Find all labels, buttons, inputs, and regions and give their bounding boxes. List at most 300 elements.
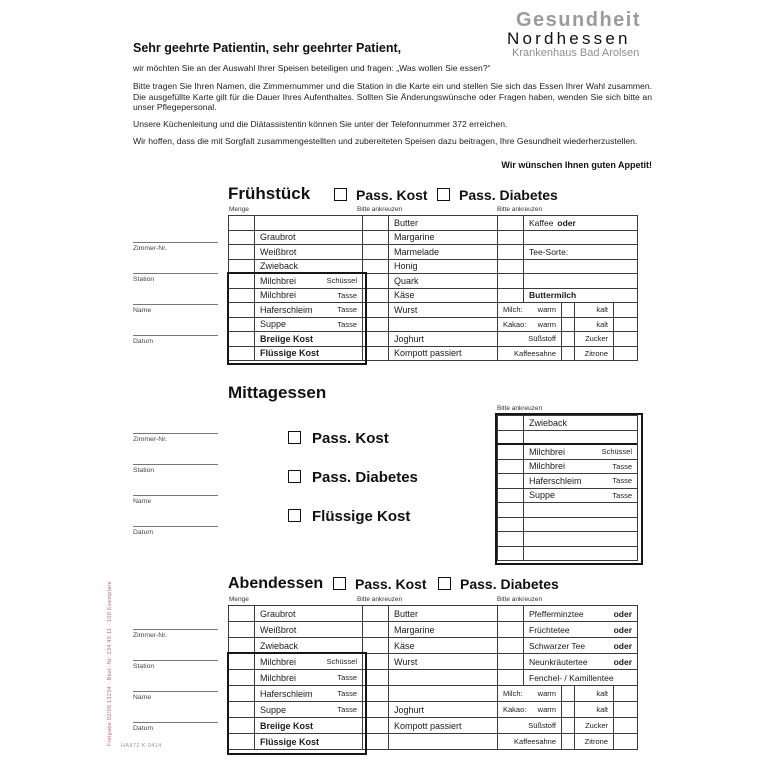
field-label: Name [133, 307, 152, 314]
item-cell [524, 503, 638, 518]
mittagessen-field-datum [133, 526, 218, 544]
option-cell [524, 654, 638, 670]
checkbox-cell[interactable] [614, 718, 638, 734]
table-row [229, 686, 638, 702]
item-cell [389, 231, 498, 246]
pair-label: kalt [596, 305, 608, 315]
portion-label: Tasse [337, 305, 357, 315]
checkbox-cell[interactable] [363, 216, 389, 231]
mittagessen-field-name [133, 495, 218, 513]
pair-label: Zucker [585, 721, 608, 730]
checkbox-cell[interactable] [363, 245, 389, 260]
field-label: Datum [133, 529, 154, 536]
oder-label: oder [613, 656, 632, 667]
pair-label: Milch: [503, 689, 523, 698]
item-cell [524, 445, 638, 460]
item-cell [255, 638, 363, 654]
item-label: Margarine [394, 232, 435, 243]
checkbox-cell[interactable] [614, 303, 638, 318]
menge-cell[interactable] [229, 670, 255, 686]
item-cell [255, 303, 363, 318]
menge-cell[interactable] [229, 606, 255, 622]
table-row [229, 718, 638, 734]
item-label: Kompott passiert [394, 348, 462, 359]
print-code-vertical: Freigabe 02/08 13234 · Best.-Nr. 134 49 11 · 100 Exemplare [107, 581, 113, 746]
option-cell [524, 289, 638, 304]
pair-label: warm [537, 705, 556, 714]
item-label: Milchbrei [260, 656, 297, 667]
intro-paragraph-2: Bitte tragen Sie Ihren Namen, die Zimmernummer und die Station in die Karte ein und stellen Sie sich das Essen Ihrer Wahl zusammen. Die ausgefüllte Karte gilt für die Dauer Ihres Aufenthaltes. Sollten Sie Änderungswünsche oder Fragen haben, wenden Sie sich bitte an unser Pflegepersonal. [133, 81, 652, 113]
pair-label-cell [498, 318, 562, 333]
table-row [229, 245, 638, 260]
option-cell [524, 260, 638, 275]
fruehstueck-table [228, 215, 638, 361]
item-cell [255, 734, 363, 750]
item-cell [389, 216, 498, 231]
menge-cell[interactable] [229, 231, 255, 246]
checkbox-cell[interactable] [363, 289, 389, 304]
checkbox-cell[interactable] [363, 303, 389, 318]
checkbox-cell[interactable] [498, 622, 524, 638]
field-label: Zimmer-Nr. [133, 632, 167, 639]
checkbox-cell[interactable] [498, 670, 524, 686]
item-label: Flüssige Kost [260, 736, 320, 747]
fruehstueck-pass-diabetes-label: Pass. Diabetes [459, 187, 558, 203]
fruehstueck-field-name [133, 304, 218, 322]
abendessen-table [228, 605, 638, 750]
ankreuzen-label-f1: Bitte ankreuzen [357, 206, 403, 213]
pair-label: Kaffeesahne [514, 348, 556, 358]
item-cell [255, 622, 363, 638]
checkbox-cell[interactable] [498, 245, 524, 260]
item-cell [255, 670, 363, 686]
table-row [229, 274, 638, 289]
pair-label-cell [575, 734, 614, 750]
checkbox-cell[interactable] [498, 638, 524, 654]
item-cell [389, 734, 498, 750]
checkbox-cell[interactable] [498, 532, 524, 547]
pair-label: Süßstoff [528, 721, 556, 730]
abendessen-field-zimmernr [133, 629, 218, 647]
checkbox-cell[interactable] [498, 518, 524, 533]
checkbox-cell[interactable] [614, 318, 638, 333]
menge-cell[interactable] [229, 734, 255, 750]
portion-label: Tasse [337, 673, 357, 682]
pair-label-cell [575, 686, 614, 702]
menge-label-fruehstueck: Menge [229, 206, 249, 213]
checkbox-cell[interactable] [363, 332, 389, 347]
pair-label-cell [498, 702, 562, 718]
fill-in-line[interactable] [133, 495, 218, 496]
item-label: Wurst [394, 304, 418, 315]
checkbox-cell[interactable] [498, 431, 524, 446]
checkbox-cell[interactable] [498, 416, 524, 431]
pair-label-cell [575, 347, 614, 362]
menge-cell[interactable] [229, 347, 255, 362]
checkbox-cell[interactable] [363, 274, 389, 289]
item-label: Haferschleim [529, 475, 582, 486]
item-cell [389, 332, 498, 347]
field-label: Datum [133, 725, 154, 732]
section-title-fruehstueck: Frühstück [228, 184, 311, 203]
item-cell [389, 654, 498, 670]
item-label: Suppe [260, 704, 287, 715]
checkbox-cell[interactable] [363, 702, 389, 718]
item-cell [255, 654, 363, 670]
pair-label: warm [537, 305, 556, 315]
portion-label: Tasse [337, 290, 357, 300]
field-label: Zimmer-Nr. [133, 436, 167, 443]
mittagessen-pass-diabetes-checkbox[interactable] [288, 470, 301, 483]
menge-cell[interactable] [229, 686, 255, 702]
table-row [229, 734, 638, 750]
table-row [229, 670, 638, 686]
checkbox-cell[interactable] [498, 289, 524, 304]
checkbox-cell[interactable] [498, 547, 524, 562]
table-row [229, 622, 638, 638]
table-row [229, 260, 638, 275]
item-cell [255, 245, 363, 260]
menge-cell[interactable] [229, 245, 255, 260]
item-label: Breiige Kost [260, 333, 314, 344]
fill-in-line[interactable] [133, 526, 218, 527]
item-label: Suppe [260, 319, 287, 330]
item-label: Haferschleim [260, 304, 313, 315]
checkbox-cell[interactable] [498, 474, 524, 489]
checkbox-cell[interactable] [498, 503, 524, 518]
checkbox-cell[interactable] [498, 654, 524, 670]
logo-gesundheit: Gesundheit [516, 9, 642, 31]
abendessen-field-datum [133, 722, 218, 740]
mittagessen-fluessige-kost-checkbox[interactable] [288, 509, 301, 522]
fruehstueck-pass-diabetes-checkbox[interactable] [437, 188, 450, 201]
table-row [229, 638, 638, 654]
checkbox-cell[interactable] [363, 686, 389, 702]
pair-label: Kakao: [503, 319, 527, 329]
item-cell [255, 274, 363, 289]
item-cell [389, 347, 498, 362]
section-title-mittagessen: Mittagessen [228, 383, 327, 402]
menge-cell[interactable] [229, 318, 255, 333]
portion-label: Schüssel [601, 447, 632, 457]
item-label: Flüssige Kost [260, 348, 320, 359]
table-row [229, 606, 638, 622]
item-label: Butter [394, 217, 419, 228]
menge-cell[interactable] [229, 638, 255, 654]
checkbox-cell[interactable] [614, 347, 638, 362]
checkbox-cell[interactable] [498, 216, 524, 231]
fill-in-line[interactable] [133, 722, 218, 723]
table-row [229, 216, 638, 231]
pair-label: Kaffeesahne [514, 737, 556, 746]
fill-in-line[interactable] [133, 691, 218, 692]
pair-label-cell [575, 332, 614, 347]
checkbox-cell[interactable] [498, 489, 524, 504]
abendessen-field-station [133, 660, 218, 678]
item-cell [255, 260, 363, 275]
portion-label: Tasse [612, 490, 632, 500]
pair-label-cell [498, 347, 562, 362]
checkbox-cell[interactable] [498, 274, 524, 289]
fruehstueck-pass-kost-checkbox[interactable] [334, 188, 347, 201]
abendessen-pass-diabetes-label: Pass. Diabetes [460, 576, 559, 592]
table-row [498, 489, 638, 504]
item-cell [255, 318, 363, 333]
pair-label: kalt [596, 705, 608, 714]
checkbox-cell[interactable] [562, 318, 575, 333]
option-label: Buttermilch [529, 290, 577, 301]
fill-in-line[interactable] [133, 335, 218, 336]
item-label: Wurst [394, 656, 418, 667]
fill-in-line[interactable] [133, 242, 218, 243]
menge-cell[interactable] [229, 622, 255, 638]
mittagessen-pass-kost-checkbox[interactable] [288, 431, 301, 444]
pair-label: Zucker [585, 334, 608, 344]
option-cell [524, 622, 638, 638]
item-label: Haferschleim [260, 688, 313, 699]
pair-label-cell [575, 718, 614, 734]
checkbox-cell[interactable] [614, 686, 638, 702]
item-label: Zwieback [529, 417, 568, 428]
fill-in-line[interactable] [133, 464, 218, 465]
option-label: Neunkräutertee [529, 656, 588, 667]
item-cell [255, 606, 363, 622]
table-row [229, 303, 638, 318]
menge-cell[interactable] [229, 702, 255, 718]
mittagessen-pass-diabetes-label: Pass. Diabetes [312, 469, 418, 486]
item-label: Milchbrei [529, 446, 566, 457]
appetit-line: Wir wünschen Ihnen guten Appetit! [501, 160, 652, 170]
ankreuzen-label-m: Bitte ankreuzen [497, 405, 543, 412]
item-label: Weißbrot [260, 624, 297, 635]
item-label: Quark [394, 275, 419, 286]
item-cell [255, 231, 363, 246]
item-label: Zwieback [260, 261, 299, 272]
menge-cell[interactable] [229, 303, 255, 318]
item-cell [389, 245, 498, 260]
abendessen-pass-kost-label: Pass. Kost [355, 576, 427, 592]
portion-label: Tasse [337, 705, 357, 714]
table-row [498, 518, 638, 533]
item-cell [389, 670, 498, 686]
checkbox-cell[interactable] [363, 260, 389, 275]
pair-label-cell [498, 332, 562, 347]
oder-label: oder [613, 624, 632, 635]
item-label: Suppe [529, 490, 556, 501]
pair-label-cell [498, 303, 562, 318]
item-cell [389, 289, 498, 304]
menge-label-abendessen: Menge [229, 596, 249, 603]
option-label: Tee-Sorte: [529, 246, 569, 257]
table-row [229, 318, 638, 333]
menge-cell[interactable] [229, 216, 255, 231]
field-label: Station [133, 467, 155, 474]
checkbox-cell[interactable] [363, 670, 389, 686]
mittagessen-fluessige-kost-label: Flüssige Kost [312, 508, 411, 525]
logo-nordhessen: Nordhessen [507, 29, 631, 48]
menge-cell[interactable] [229, 332, 255, 347]
oder-label: oder [613, 608, 632, 619]
pair-label-cell [575, 303, 614, 318]
option-cell [524, 274, 638, 289]
field-label: Station [133, 276, 155, 283]
menge-cell[interactable] [229, 289, 255, 304]
ankreuzen-label-f2: Bitte ankreuzen [497, 206, 543, 213]
item-cell [255, 347, 363, 362]
section-title-abendessen: Abendessen [228, 575, 324, 592]
table-row [498, 445, 638, 460]
checkbox-cell[interactable] [363, 606, 389, 622]
fruehstueck-field-datum [133, 335, 218, 353]
item-cell [524, 532, 638, 547]
menge-cell[interactable] [229, 654, 255, 670]
item-cell [255, 332, 363, 347]
intro-paragraph-3: Unsere Küchenleitung und die Diätassistentin können Sie unter der Telefonnummer 372 erreichen. [133, 119, 508, 129]
fill-in-line[interactable] [133, 433, 218, 434]
fruehstueck-pass-kost-label: Pass. Kost [356, 187, 428, 203]
option-label: Früchtetee [529, 624, 570, 635]
item-cell [524, 431, 638, 446]
field-label: Station [133, 663, 155, 670]
checkbox-cell[interactable] [562, 332, 575, 347]
table-row [498, 431, 638, 446]
table-row [229, 654, 638, 670]
fill-in-line[interactable] [133, 660, 218, 661]
item-label: Honig [394, 261, 418, 272]
checkbox-cell[interactable] [363, 347, 389, 362]
portion-label: Tasse [337, 689, 357, 698]
item-cell [524, 474, 638, 489]
checkbox-cell[interactable] [363, 718, 389, 734]
field-label: Zimmer-Nr. [133, 245, 167, 252]
pair-label: warm [537, 689, 556, 698]
pair-label-cell [498, 734, 562, 750]
abendessen-field-name [133, 691, 218, 709]
menge-cell[interactable] [229, 718, 255, 734]
option-cell[interactable] [524, 245, 638, 260]
table-row [498, 416, 638, 431]
option-label: Kaffee [529, 217, 554, 228]
field-label: Name [133, 694, 152, 701]
menge-cell[interactable] [229, 274, 255, 289]
table-row [229, 231, 638, 246]
pair-label: warm [537, 319, 556, 329]
fruehstueck-field-zimmernr [133, 242, 218, 260]
mittagessen-pass-kost-label: Pass. Kost [312, 430, 389, 447]
pair-label: kalt [596, 689, 608, 698]
item-label: Zwieback [260, 640, 299, 651]
greeting-heading: Sehr geehrte Patientin, sehr geehrter Patient, [133, 41, 402, 55]
item-label: Graubrot [260, 232, 296, 243]
table-row [498, 503, 638, 518]
checkbox-cell[interactable] [363, 654, 389, 670]
item-cell [255, 289, 363, 304]
table-row [498, 460, 638, 475]
item-cell [389, 303, 498, 318]
item-cell [524, 460, 638, 475]
fill-in-line[interactable] [133, 273, 218, 274]
item-label: Käse [394, 640, 415, 651]
abendessen-pass-kost-checkbox[interactable] [333, 577, 346, 590]
portion-label: Tasse [612, 461, 632, 471]
item-cell [389, 686, 498, 702]
item-cell [389, 274, 498, 289]
item-cell [255, 686, 363, 702]
item-label: Graubrot [260, 608, 296, 619]
fill-in-line[interactable] [133, 304, 218, 305]
fill-in-line[interactable] [133, 629, 218, 630]
pair-label-cell [575, 318, 614, 333]
item-cell [524, 547, 638, 562]
portion-label: Tasse [612, 476, 632, 486]
checkbox-cell[interactable] [498, 460, 524, 475]
checkbox-cell[interactable] [614, 332, 638, 347]
menge-cell[interactable] [229, 260, 255, 275]
item-cell [255, 702, 363, 718]
abendessen-pass-diabetes-checkbox[interactable] [438, 577, 451, 590]
checkbox-cell[interactable] [363, 638, 389, 654]
item-label: Joghurt [394, 704, 425, 715]
checkbox-cell[interactable] [562, 686, 575, 702]
pair-label-cell [575, 702, 614, 718]
checkbox-cell[interactable] [562, 702, 575, 718]
checkbox-cell[interactable] [614, 734, 638, 750]
intro-paragraph-4: Wir hoffen, dass die mit Sorgfalt zusammengestellten und zubereiteten Speisen dazu beitragen, Ihre Gesundheit wiederherzustellen. [133, 136, 638, 146]
oder-label: oder [557, 217, 576, 228]
checkbox-cell[interactable] [614, 702, 638, 718]
table-row [229, 332, 638, 347]
item-cell [255, 216, 363, 231]
item-label: Breiige Kost [260, 720, 314, 731]
checkbox-cell[interactable] [498, 260, 524, 275]
mittagessen-table [497, 415, 638, 561]
item-label: Käse [394, 290, 415, 301]
pair-label-cell [498, 718, 562, 734]
oder-label: oder [613, 640, 632, 651]
item-cell [389, 622, 498, 638]
item-cell [524, 489, 638, 504]
option-label: Schwarzer Tee [529, 640, 586, 651]
option-cell [524, 606, 638, 622]
checkbox-cell[interactable] [363, 318, 389, 333]
checkbox-cell[interactable] [363, 622, 389, 638]
item-cell [389, 260, 498, 275]
checkbox-cell[interactable] [498, 445, 524, 460]
checkbox-cell[interactable] [562, 303, 575, 318]
pair-label-cell [498, 686, 562, 702]
checkbox-cell[interactable] [498, 606, 524, 622]
checkbox-cell[interactable] [363, 231, 389, 246]
checkbox-cell[interactable] [562, 718, 575, 734]
checkbox-cell[interactable] [562, 734, 575, 750]
item-cell [524, 518, 638, 533]
checkbox-cell[interactable] [363, 734, 389, 750]
item-cell [255, 718, 363, 734]
item-cell [389, 702, 498, 718]
item-label: Milchbrei [529, 461, 566, 472]
item-label: Marmelade [394, 246, 440, 257]
print-code-corner: HA872 K 0414 [121, 743, 162, 749]
checkbox-cell[interactable] [562, 347, 575, 362]
option-label: Fenchel- / Kamillentee [529, 672, 614, 683]
field-label: Name [133, 498, 152, 505]
logo-hospital-name: Krankenhaus Bad Arolsen [512, 47, 640, 59]
intro-paragraph-1: wir möchten Sie an der Auswahl Ihrer Speisen beteiligen und fragen: „Was wollen Sie essen?“ [133, 63, 491, 73]
pair-label: kalt [596, 319, 608, 329]
portion-label: Schüssel [326, 276, 357, 286]
checkbox-cell[interactable] [498, 231, 524, 246]
ankreuzen-label-a2: Bitte ankreuzen [497, 596, 543, 603]
